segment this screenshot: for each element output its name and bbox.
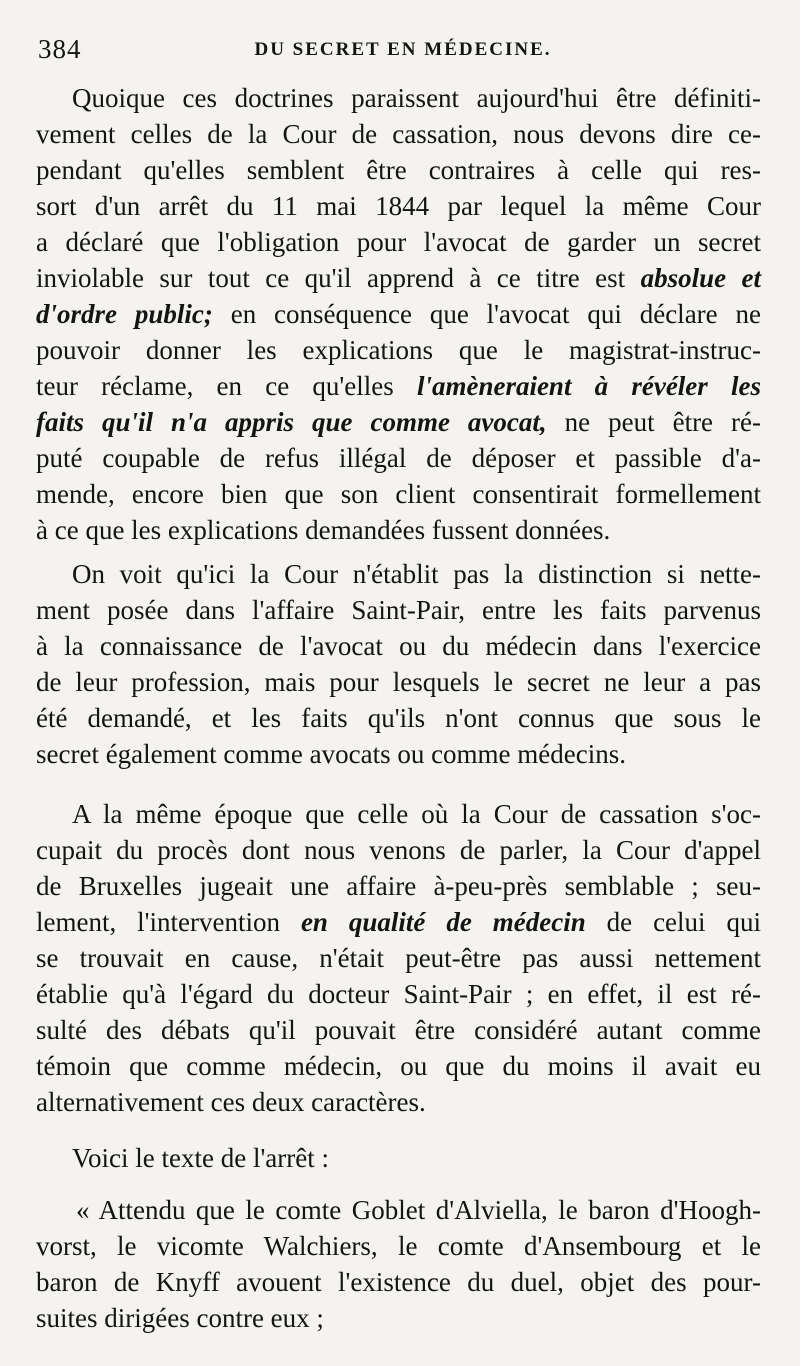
text-line: cupait du procès dont nous venons de parler, la Cour d'appel (36, 835, 761, 865)
text-line: à la connaissance de l'avocat ou du médecin dans l'exercice (36, 631, 761, 661)
text-line: vement celles de la Cour de cassation, nous devons dire ce- (36, 119, 761, 149)
text-line: suites dirigées contre eux ; (36, 1303, 324, 1333)
italic-emphasis: en qualité de médecin (300, 907, 586, 937)
text-line: alternativement ces deux caractères. (36, 1087, 426, 1117)
text-line: faits qu'il n'a appris que comme avocat, ne peut être ré- (36, 407, 761, 437)
text-line: de Bruxelles jugeait une affaire à-peu-près semblable ; seu- (36, 871, 761, 901)
italic-emphasis: absolue et (640, 263, 761, 293)
text-line: à ce que les explications demandées fussent données. (36, 515, 611, 545)
text-line: secret également comme avocats ou comme médecins. (36, 739, 627, 769)
text-line: d'ordre public; en conséquence que l'avocat qui déclare ne (36, 299, 761, 329)
text-line: de leur profession, mais pour lesquels le secret ne leur a pas (36, 667, 761, 697)
text-line: inviolable sur tout ce qu'il apprend à ce titre est absolue et (36, 263, 761, 293)
text-line: Quoique ces doctrines paraissent aujourd'hui être définiti- (72, 83, 761, 113)
text-line: « Attendu que le comte Goblet d'Alviella, le baron d'Hoogh- (76, 1195, 761, 1225)
italic-emphasis: d'ordre public; (36, 299, 213, 329)
text-line: teur réclame, en ce qu'elles l'amèneraient à révéler les (36, 371, 761, 401)
text-line: Voici le texte de l'arrêt : (72, 1143, 330, 1173)
text-line: baron de Knyff avouent l'existence du duel, objet des pour- (36, 1267, 761, 1297)
text-line: se trouvait en cause, n'était peut-être pas aussi nettement (36, 943, 761, 973)
text-line: été demandé, et les faits qu'ils n'ont connus que sous le (36, 703, 761, 733)
text-line: sort d'un arrêt du 11 mai 1844 par lequel la même Cour (36, 191, 761, 221)
text-line: mende, encore bien que son client consentirait formellement (36, 479, 761, 509)
text-line: lement, l'intervention en qualité de médecin de celui qui (36, 907, 761, 937)
text-line: pendant qu'elles semblent être contraires à celle qui res- (36, 155, 761, 185)
text-line: établie qu'à l'égard du docteur Saint-Pair ; en effet, il est ré- (36, 979, 761, 1009)
italic-emphasis: faits qu'il n'a appris que comme avocat, (36, 407, 547, 437)
text-line: témoin que comme médecin, ou que du moins il avait eu (36, 1051, 761, 1081)
text-line: pouvoir donner les explications que le magistrat-instruc- (36, 335, 761, 365)
text-line: a déclaré que l'obligation pour l'avocat de garder un secret (36, 227, 761, 257)
text-line: On voit qu'ici la Cour n'établit pas la distinction si nette- (72, 559, 761, 589)
text-line: ment posée dans l'affaire Saint-Pair, entre les faits parvenus (36, 595, 761, 625)
text-line: puté coupable de refus illégal de déposer et passible d'a- (36, 443, 761, 473)
text-line: A la même époque que celle où la Cour de cassation s'oc- (72, 799, 761, 829)
page-header (38, 34, 768, 66)
text-line: sulté des débats qu'il pouvait être considéré autant comme (36, 1015, 761, 1045)
italic-emphasis: l'amèneraient à révéler les (416, 371, 761, 401)
text-line: vorst, le vicomte Walchiers, le comte d'Ansembourg et le (36, 1231, 761, 1261)
running-title: DU SECRET EN MÉDECINE. (254, 39, 552, 60)
page-number: 384 (38, 34, 82, 64)
